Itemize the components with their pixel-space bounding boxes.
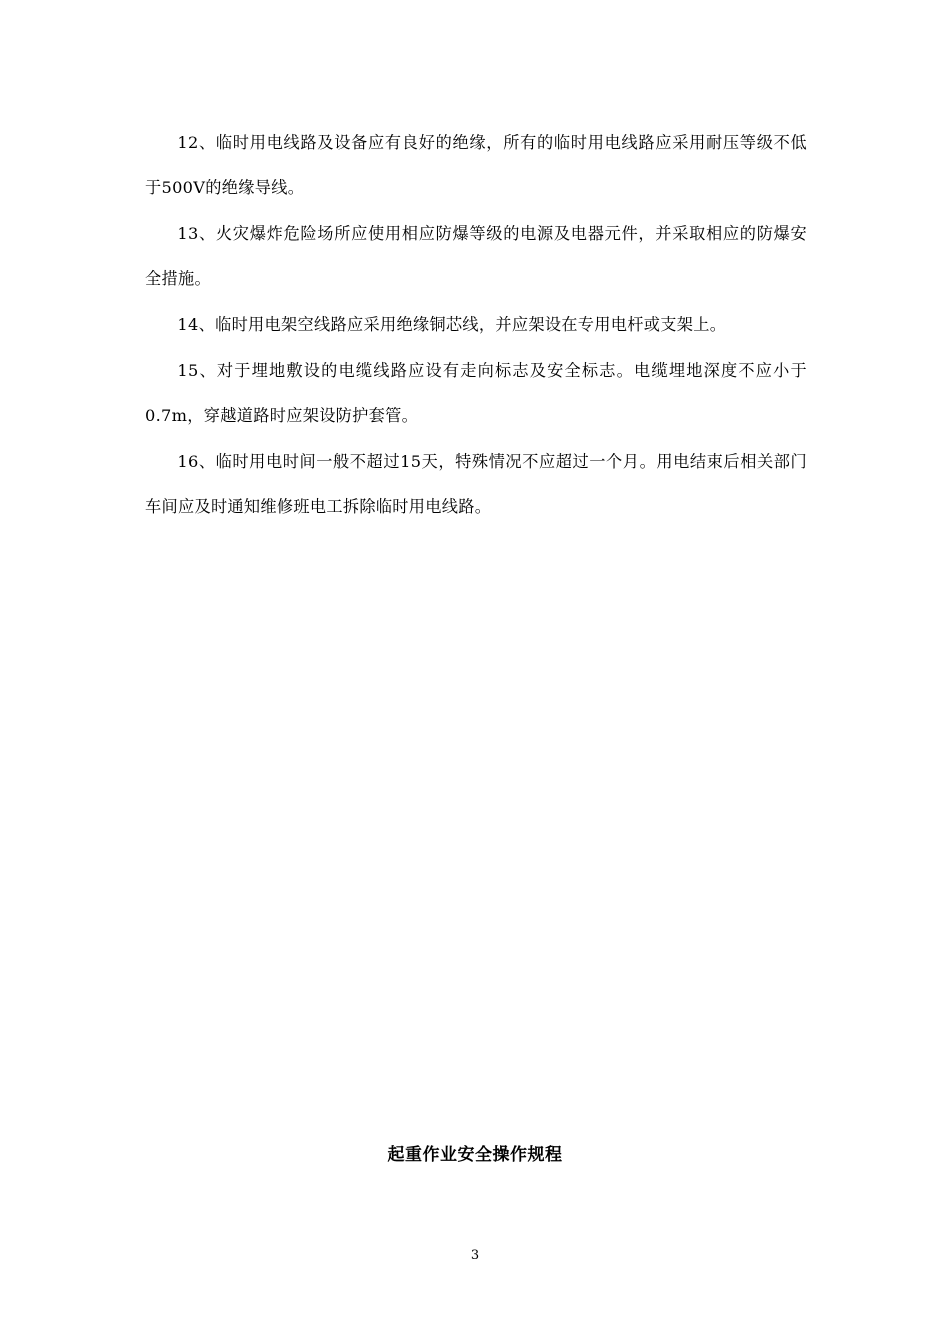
page-number: 3 [470,1248,480,1263]
paragraph-16: 16、临时用电时间一般不超过15天，特殊情况不应超过一个月。用电结束后相关部门车间应及时通知维修班电工拆除临时用电线路。 [145,452,807,516]
paragraph-14: 14、临时用电架空线路应采用绝缘铜芯线，并应架设在专用电杆或支架上。 [177,315,727,334]
paragraph-15: 15、对于埋地敷设的电缆线路应设有走向标志及安全标志。电缆埋地深度不应小于0.7m，穿越道路时应架设防护套管。 [145,361,807,425]
body-text [145,120,807,529]
paragraph-12: 12、临时用电线路及设备应有良好的绝缘，所有的临时用电线路应采用耐压等级不低于500V的绝缘导线。 [145,133,807,197]
paragraph-13: 13、火灾爆炸危险场所应使用相应防爆等级的电源及电器元件，并采取相应的防爆安全措施。 [145,224,807,288]
section-title: 起重作业安全操作规程 [387,1145,563,1165]
